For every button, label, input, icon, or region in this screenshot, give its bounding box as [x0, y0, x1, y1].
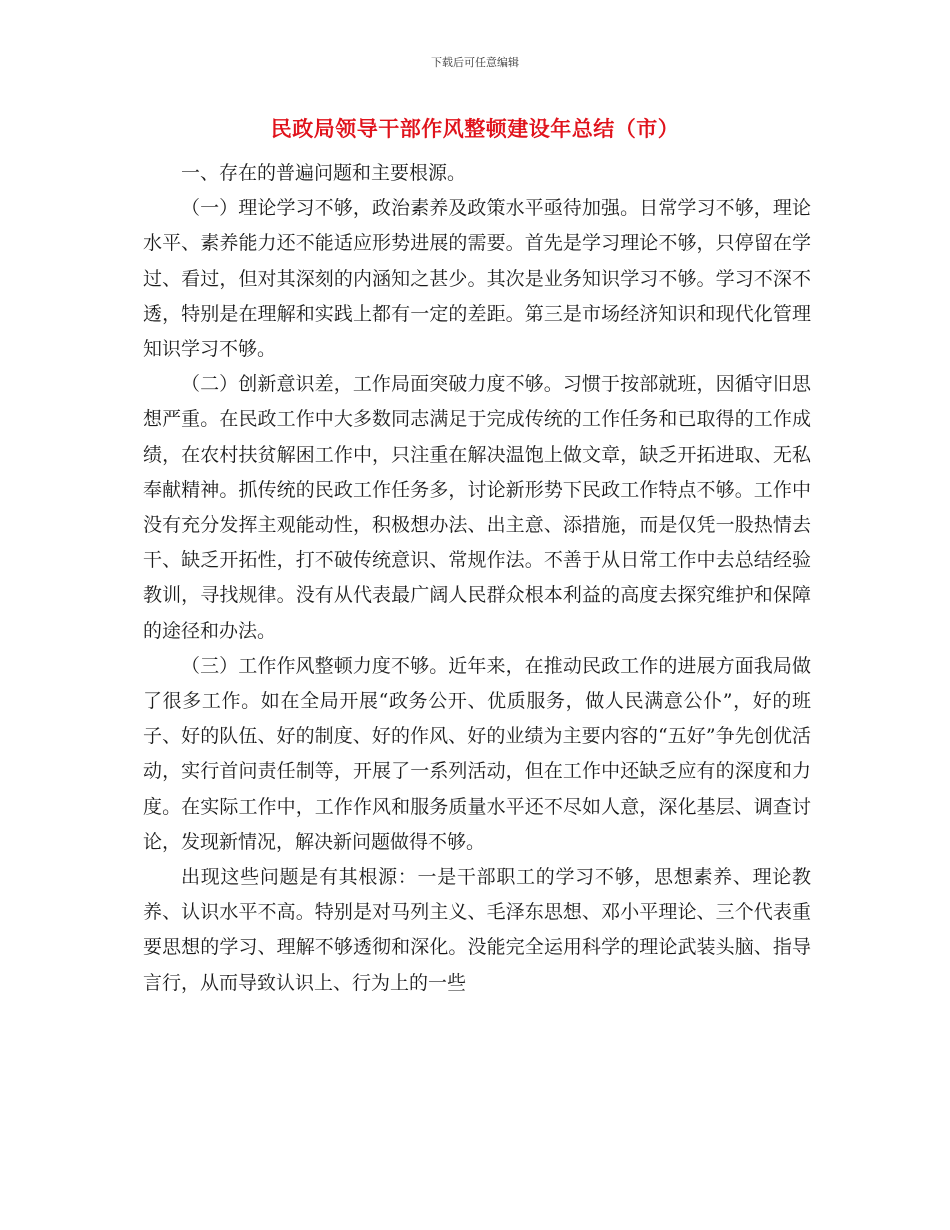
paragraph-theory-study: （一）理论学习不够，政治素养及政策水平亟待加强。日常学习不够，理论水平、素养能力还不能适应形势进展的需要。首先是学习理论不够，只停留在学过、看过，但对其深刻的内涵知之甚少。其次是业务知识学习不够。学习不深不透，特别是在理解和实践上都有一定的差距。第三是市场经济知识和现代化管理知识学习不够。 — [143, 197, 811, 361]
paragraph-root-causes: 出现这些问题是有其根源：一是干部职工的学习不够，思想素养、理论教养、认识水平不高。特别是对马列主义、毛泽东思想、邓小平理论、三个代表重要思想的学习、理解不够透彻和深化。没能完全运用科学的理论武装头脑、指导言行，从而导致认识上、行为上的一些 — [143, 866, 811, 994]
paragraph-innovation: （二）创新意识差，工作局面突破力度不够。习惯于按部就班，因循守旧思想严重。在民政工作中大多数同志满足于完成传统的工作任务和已取得的工作成绩，在农村扶贫解困工作中，只注重在解决温饱上做文章，缺乏开拓进取、无私奉献精神。抓传统的民政工作任务多，讨论新形势下民政工作特点不够。工作中没有充分发挥主观能动性，积极想办法、出主意、添措施，而是仅凭一股热情去干、缺乏开拓性，打不破传统意识、常规作法。不善于从日常工作中去总结经验教训，寻找规律。没有从代表最广阔人民群众根本利益的高度去探究维护和保障的途径和办法。 — [143, 373, 811, 642]
section-heading: 一、存在的普遍问题和主要根源。 — [181, 162, 467, 184]
paragraph-work-style: （三）工作作风整顿力度不够。近年来，在推动民政工作的进展方面我局做了很多工作。如在全局开展“政务公开、优质服务，做人民满意公仆”，好的班子、好的队伍、好的制度、好的作风、好的业绩为主要内容的“五好”争先创优活动，实行首问责任制等，开展了一系列活动，但在工作中还缺乏应有的深度和力度。在实际工作中，工作作风和服务质量水平还不尽如人意，深化基层、调查讨论，发现新情况，解决新问题做得不够。 — [143, 654, 811, 853]
document-title: 民政局领导干部作风整顿建设年总结（市） — [270, 117, 680, 141]
document-body — [143, 156, 811, 1001]
header-note: 下载后可任意编辑 — [431, 56, 519, 69]
